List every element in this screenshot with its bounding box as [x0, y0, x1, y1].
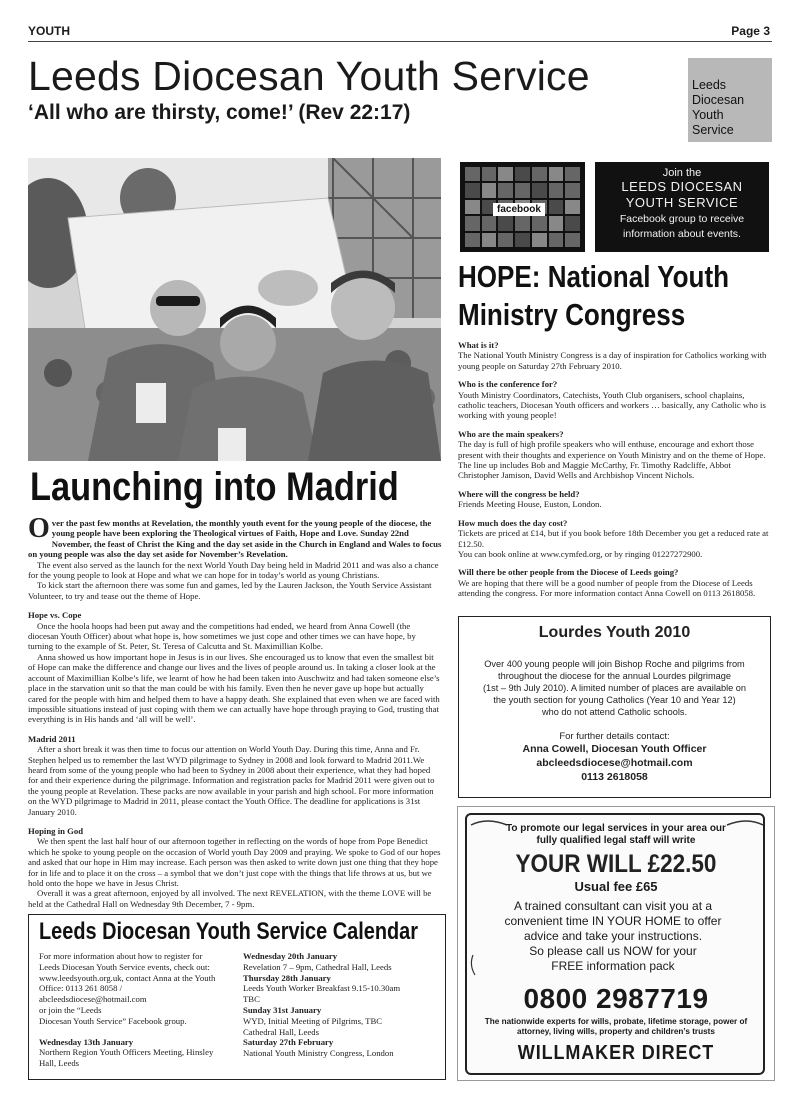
advert-consult-line: FREE information pack — [551, 959, 675, 973]
hope-article-body — [458, 340, 771, 599]
calendar-event-detail: Revelation 7 – 9pm, Cathedral Hall, Leeds — [243, 961, 392, 972]
qa-question: Will there be other people from the Diocese of Leeds going? — [458, 567, 679, 578]
madrid-paragraph: The event also served as the launch for the next World Youth Day being held in Madrid 2011 and was also a chance for the young people to look at Hope and what we can hope for in today’s world as young Christians. — [28, 559, 439, 581]
lourdes-further: For further details contact: — [559, 731, 670, 742]
calendar-intro-line: www.leedsyouth.org.uk, contact Anna at the Youth — [39, 972, 216, 983]
calendar-event-detail: Northern Region Youth Officers Meeting, Hinsley — [39, 1047, 214, 1058]
madrid-lead-paragraph — [28, 513, 442, 560]
qa-question: What is it? — [458, 340, 499, 350]
calendar-intro-line: Diocesan Youth Service” Facebook group. — [39, 1015, 187, 1026]
facebook-join-banner — [595, 162, 769, 252]
madrid-article-body — [28, 513, 442, 909]
qa-question: How much does the day cost? — [458, 517, 568, 528]
lourdes-blurb-line: throughout the diocese for the annual Lourdes pilgrimage — [498, 671, 731, 681]
qa-answer: We are hoping that there will be a good number of people from the Diocese of Leeds attending the congress. For more information contact Anna Cowell on 0113 2618058. — [458, 577, 756, 599]
logo-line: Diocesan — [692, 93, 745, 107]
lourdes-blurb — [465, 658, 764, 718]
logo-line: Youth — [692, 108, 724, 122]
section-label: YOUTH — [28, 24, 70, 38]
madrid-paragraph: We then spent the last half hour of our afternoon together in reflecting on the words of hope from Pope Benedict which he spoke to young people on the occasion of World youth Day 2009 and praying. We spoke to God of our hopes and asked that our hope in Him may increase. Each person was then asked to write down just one thing that they hope for in life and to place it on the cross – a symbol that we don’t just cope with the things that life throws at us, but we hold onto the hope we have in Jesus Christ. — [28, 836, 441, 888]
calendar-event-detail: Leeds Youth Worker Breakfast 9.15-10.30am — [243, 983, 401, 994]
madrid-headline: Launching into Madrid — [30, 465, 399, 509]
madrid-lead: ver the past few months at Revelation, the monthly youth event for the young people of the diocese, the young people have been exploring the Theological virtues of Faith, Hope and Love. Sunday 22nd November, the feast of Christ the King and the day set aside in the Church in England and Wales to focus on young people was also the day set aside for November’s Revelation. — [28, 518, 442, 560]
calendar-event-detail: TBC — [243, 994, 260, 1005]
qa-answer: The National Youth Ministry Congress is a day of inspiration for Catholics working with young people on Saturday 27th February 2010. — [458, 350, 767, 371]
qa-answer: Friends Meeting House, Euston, London. — [458, 499, 602, 510]
calendar-box — [28, 914, 446, 1080]
lourdes-blurb-line: Over 400 young people will join Bishop Roche and pilgrims from — [484, 659, 745, 669]
madrid-paragraph: Anna showed us how important hope in Jesus is in our lives. She encouraged us to know that even the smallest bit of Hope can make the difference and change our lives and the lives of people around us. In taking a closer look at the account of Maximillian Kolbe’s life, we learnt of how he had been taken into Auschwitz and had taken someone else’s place in the starvation unit so that the man could be with his family. Even then he never gave up hope but actually cared for the people with him and helped them to have a happy death. She explained that even when we are faced with impossible situations instead of just coping with them we can actually have hope through praying to God, trusting that everything is in His hands and ‘all will be well’. — [28, 651, 440, 725]
lourdes-blurb-line: (1st – 9th July 2010). A limited number of places are available on — [482, 683, 746, 693]
drop-cap: O — [28, 513, 50, 544]
lourdes-contact-email: abcleedsdiocese@hotmail.com — [536, 757, 693, 769]
calendar-event-detail: WYD, Initial Meeting of Pilgrims, TBC — [243, 1015, 383, 1026]
qa-question: Where will the congress be held? — [458, 488, 580, 499]
lourdes-blurb-line: the youth section for young Catholics (Year 10 and Year 12) — [493, 695, 736, 705]
willmaker-advert — [457, 806, 775, 1081]
facebook-group-name: YOUTH SERVICE — [625, 195, 739, 210]
qa-answer: You can book online at www.cymfed.org, or by ringing 01227272900. — [458, 548, 703, 559]
facebook-logo: facebook — [493, 203, 545, 216]
advert-phone: 0800 2987719 — [523, 983, 709, 1014]
calendar-left-column — [39, 951, 239, 1069]
lourdes-box — [458, 616, 771, 798]
calendar-event-detail: Cathedral Hall, Leeds — [243, 1026, 319, 1037]
logo — [688, 58, 772, 142]
calendar-intro-line: or join the “Leeds — [39, 1004, 102, 1015]
calendar-event-date: Wednesday 13th January — [39, 1036, 134, 1047]
advert-usual-fee: Usual fee £65 — [574, 879, 658, 894]
logo-line: Service — [692, 123, 734, 137]
advert-consult-line: A trained consultant can visit you at a — [513, 899, 713, 913]
advert-services-line: The nationwide experts for wills, probate, lifetime storage, power of — [484, 1017, 748, 1026]
advert-services-line: attorney, living wills, property and children’s trusts — [517, 1027, 715, 1036]
advert-promo-line: To promote our legal services in your area our — [506, 823, 726, 834]
section-heading: Hoping in God — [28, 825, 84, 836]
photo-illustration — [28, 158, 441, 461]
qa-answer: Tickets are priced at £14, but if you book before 18th December you get a reduced rate at £12.50. — [458, 528, 769, 549]
calendar-event-detail: National Youth Ministry Congress, London — [243, 1048, 394, 1059]
qa-question: Who is the conference for? — [458, 379, 558, 390]
madrid-paragraph: Once the hoola hoops had been put away and the competitions had ended, we heard from Anna Cowell (the diocesan Youth Officer) about what hope is, how sometimes we just cope and other times we can have hope, by turning to the example of St. Peter, St. Teresa of Calcutta and St. Maximillian Kolbe. — [28, 620, 416, 652]
facebook-join-text: Join the — [662, 167, 702, 179]
page-number: Page 3 — [731, 24, 770, 38]
calendar-event-date: Thursday 28th January — [243, 972, 331, 983]
logo-line: Leeds — [692, 78, 727, 92]
page-title: Leeds Diocesan Youth Service — [28, 53, 590, 99]
facebook-desc: information about events. — [623, 228, 741, 240]
lourdes-title: Lourdes Youth 2010 — [538, 624, 691, 641]
facebook-group-name: LEEDS DIOCESAN — [621, 179, 743, 194]
advert-consult-line: So please call us NOW for your — [529, 944, 697, 958]
advert-promo-line: fully qualified legal staff will write — [536, 835, 696, 846]
advert-promo — [458, 823, 774, 847]
qa-answer: Youth Ministry Coordinators, Catechists, Youth Club organisers, school chaplains, catholic teachers, Diocesan Youth officers and workers … basically, any Catholic who is working with young people! — [458, 389, 766, 421]
advert-consult-line: advice and take your instructions. — [523, 929, 703, 943]
calendar-event-date: Sunday 31st January — [243, 1004, 322, 1015]
madrid-paragraph: After a short break it was then time to focus our attention on World Youth Day. During this time, Anna and Fr. Stephen helped us to remember the last WYD pilgrimage to Sydney in 2008 and look forward to Madrid 2011.We heard from some of the young people who had been to Sydney in 2008 about their experience, what they had hoped for and their experience during the pilgrimage. Information and registration packs for Madrid 2011 were given out to the young people at Revelation. These packs are now available in your parish and high school. For more information on the WYD pilgrimage to Madrid in 2011, please contact the Youth Office. The deadline for applications is 31st January 2010. — [28, 744, 435, 817]
qa-question: Who are the main speakers? — [458, 428, 564, 439]
advert-brand: WILLMAKER DIRECT — [517, 1042, 715, 1064]
hope-headline — [458, 258, 729, 334]
calendar-event-detail: Hall, Leeds — [39, 1058, 80, 1069]
youth-group-photo — [28, 158, 441, 461]
calendar-event-date: Wednesday 20th January — [243, 951, 338, 961]
calendar-intro-line: Office: 0113 261 8058 / — [39, 983, 123, 994]
lourdes-blurb-line: who do not attend Catholic schools. — [541, 707, 688, 717]
lourdes-contact-phone: 0113 2618058 — [581, 771, 648, 783]
madrid-paragraph: Overall it was a great afternoon, enjoyed by all involved. The next REVELATION, with the theme LOVE will be held at the Cathedral Hall on Wednesday 9th December, 7 - 9pm. — [28, 888, 432, 909]
facebook-desc: Facebook group to receive — [619, 213, 745, 225]
section-heading: Madrid 2011 — [28, 733, 76, 744]
calendar-title: Leeds Diocesan Youth Service Calendar — [39, 918, 418, 945]
calendar-right-column — [243, 951, 443, 1059]
qa-answer: The day is full of high profile speakers who will enthuse, encourage and exhort those present with their thoughts and experience on Youth Ministry and on the theme of Hope. The line up includes Bob and Maggie McCarthy, Fr. Timothy Radcliffe, Abbot Christopher Jamison, David Wells and Archbishop Vincent Nichols. — [458, 439, 766, 481]
calendar-intro-line: abcleedsdiocese@hotmail.com — [39, 994, 147, 1005]
hope-headline-line: HOPE: National Youth — [458, 259, 730, 294]
section-heading: Hope vs. Cope — [28, 610, 82, 621]
header-rule — [28, 41, 772, 42]
advert-price: YOUR WILL £22.50 — [515, 850, 717, 878]
calendar-intro-line: Leeds Diocesan Youth Service events, check out: — [39, 961, 210, 972]
page-subtitle: ‘All who are thirsty, come!’ (Rev 22:17) — [28, 101, 411, 124]
calendar-intro-line: For more information about how to register for — [39, 951, 203, 961]
advert-consult — [478, 899, 748, 974]
hope-headline-line: Ministry Congress — [458, 297, 686, 332]
lourdes-contact-name: Anna Cowell, Diocesan Youth Officer — [522, 743, 707, 755]
calendar-event-date: Saturday 27th February — [243, 1037, 334, 1048]
advert-consult-line: convenient time IN YOUR HOME to offer — [504, 914, 722, 928]
madrid-paragraph: To kick start the afternoon there was some fun and games, led by the Lauren Jackson, the Youth Service Assistant Volunteer, to try and tease out the theme of Hope. — [28, 580, 432, 601]
advert-services — [458, 1017, 774, 1037]
